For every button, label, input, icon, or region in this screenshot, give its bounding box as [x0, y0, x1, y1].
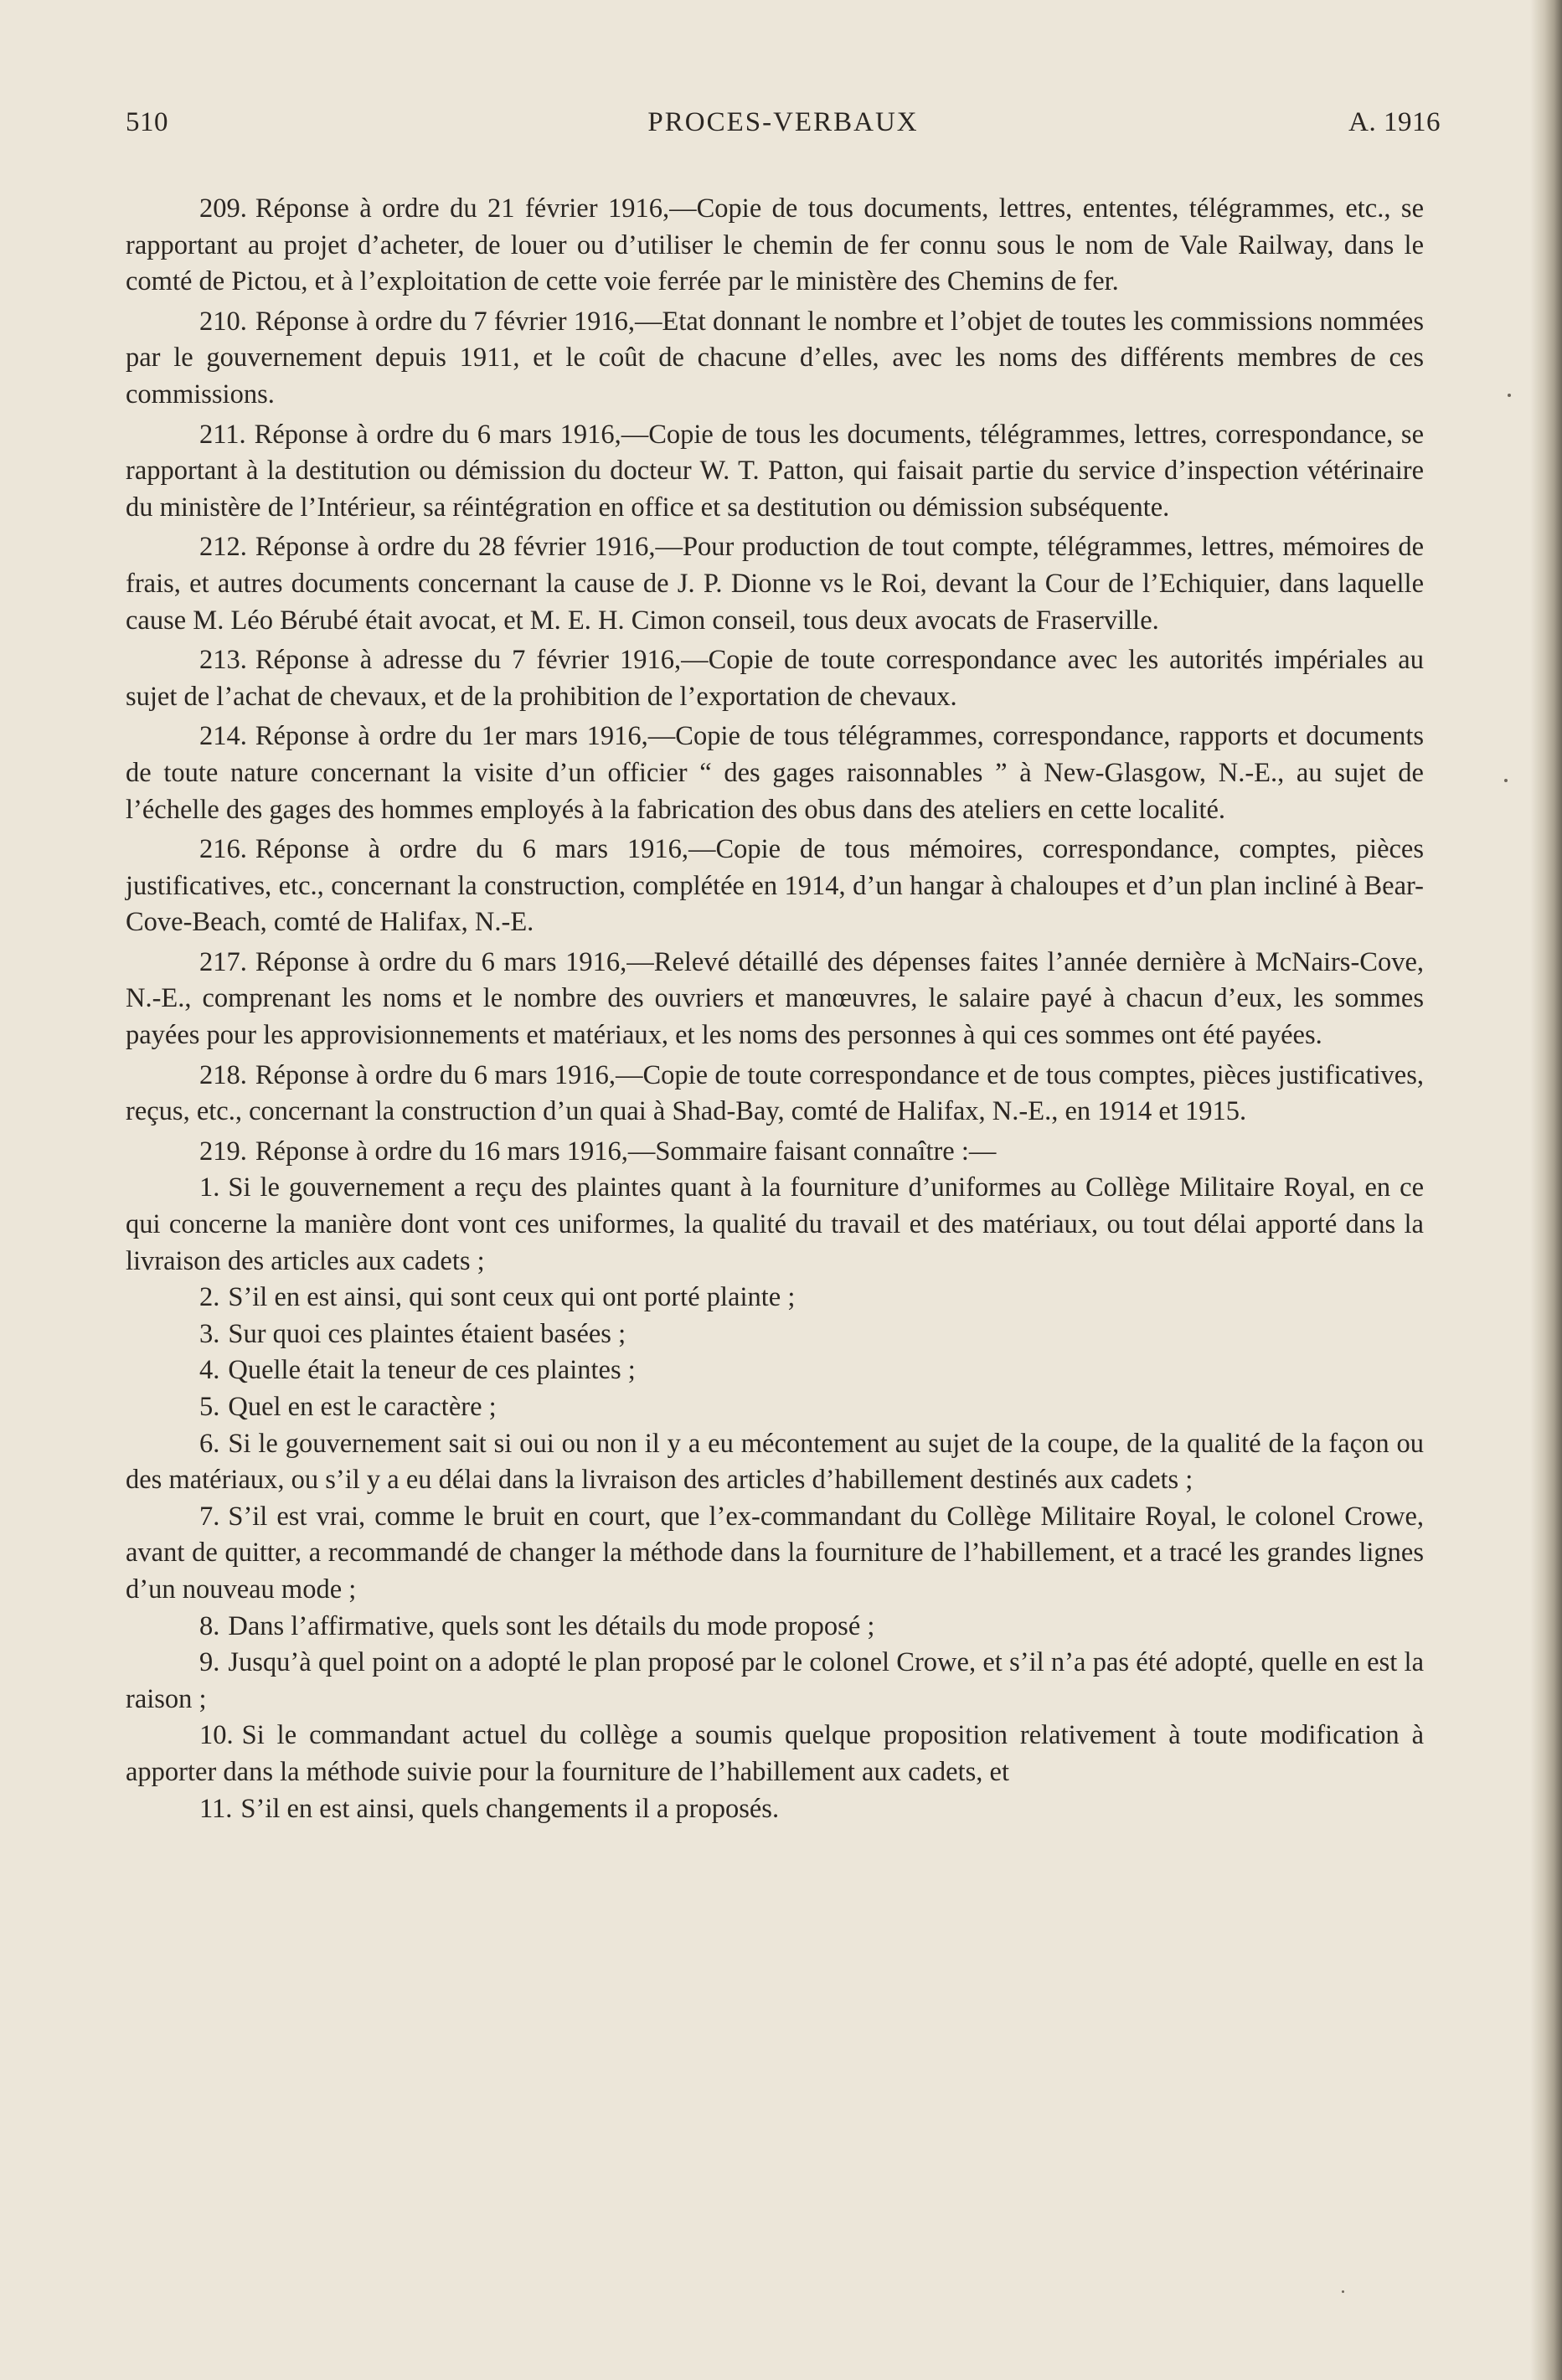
entry-211: 211. Réponse à ordre du 6 mars 1916,—Copie de tous les documents, télégrammes, lettres, correspondance, se rapportant à la destitution ou démission du docteur W. T. Patton, qui faisait partie du service d’inspection vétérinaire du ministère de l’Intérieur, sa réintégration en office et sa destitution ou démission subséquente.: [126, 419, 1424, 523]
list-item-6: 6. Si le gouvernement sait si oui ou non il y a eu mécontement au sujet de la coupe, de la qualité de la façon ou des matériaux, ou s’il y a eu délai dans la livraison des articles d’habillement destinés aux cadets ;: [126, 1428, 1424, 1496]
entry-219: 219. Réponse à ordre du 16 mars 1916,—Sommaire faisant connaître :—: [199, 1136, 997, 1167]
list-item-1: 1. Si le gouvernement a reçu des plaintes quant à la fourniture d’uniformes au Collège Militaire Royal, en ce qui concerne la manière dont vont ces uniformes, la qualité du travail et des matériaux, ou tout délai apporté dans la livraison des articles aux cadets ;: [126, 1172, 1424, 1276]
ink-speck: [1504, 779, 1508, 782]
running-header: [126, 107, 1441, 157]
page-number: 510: [126, 107, 168, 137]
list-item-10: 10. Si le commandant actuel du collège a soumis quelque proposition relativement à toute modification à apporter dans la méthode suivie pour la fourniture de l’habillement aux cadets, et: [126, 1720, 1424, 1787]
list-item-9: 9. Jusqu’à quel point on a adopté le plan proposé par le colonel Crowe, et s’il n’a pas été adopté, quelle en est la raison ;: [126, 1647, 1424, 1714]
session-year: A. 1916: [1348, 107, 1441, 137]
entry-209: 209. Réponse à ordre du 21 février 1916,—Copie de tous documents, lettres, ententes, télégrammes, etc., se rapportant au projet d’acheter, de louer ou d’utiliser le chemin de fer connu sous le nom de Vale Railway, dans le comté de Pictou, et à l’exploitation de cette voie ferrée par le ministère des Chemins de fer.: [126, 193, 1424, 297]
list-item-5: 5. Quel en est le caractère ;: [199, 1392, 497, 1422]
list-item-2: 2. S’il en est ainsi, qui sont ceux qui ont porté plainte ;: [199, 1282, 796, 1313]
list-item-7: 7. S’il est vrai, comme le bruit en court, que l’ex-commandant du Collège Militaire Royal, le colonel Crowe, avant de quitter, a recommandé de changer la méthode dans la fourniture de l’habillement, et a tracé les grandes lignes d’un nouveau mode ;: [126, 1501, 1424, 1605]
entry-214: 214. Réponse à ordre du 1er mars 1916,—Copie de tous télégrammes, correspondance, rapports et documents de toute nature concernant la visite d’un officier “ des gages raisonnables ” à New-Glasgow, N.-E., au sujet de l’échelle des gages des hommes employés à la fabrication des obus dans des ateliers en cette localité.: [126, 721, 1424, 825]
page-edge-shadow: [1530, 0, 1562, 2380]
entry-213: 213. Réponse à adresse du 7 février 1916,—Copie de toute correspondance avec les autorités impériales au sujet de l’achat de chevaux, et de la prohibition de l’exportation de chevaux.: [126, 645, 1424, 712]
page-title: PROCES-VERBAUX: [647, 107, 919, 137]
list-item-11: 11. S’il en est ainsi, quels changements il a proposés.: [199, 1793, 780, 1824]
list-item-8: 8. Dans l’affirmative, quels sont les détails du mode proposé ;: [199, 1610, 875, 1641]
entry-218: 218. Réponse à ordre du 6 mars 1916,—Copie de toute correspondance et de tous comptes, pièces justificatives, reçus, etc., concernant la construction d’un quai à Shad-Bay, comté de Halifax, N.-E., en 1914 et 1915.: [126, 1059, 1424, 1127]
entry-217: 217. Réponse à ordre du 6 mars 1916,—Relevé détaillé des dépenses faites l’année dernière à McNairs-Cove, N.-E., comprenant les noms et le nombre des ouvriers et manœuvres, le salaire payé à chacun d’eux, les sommes payées pour les approvisionnements et matériaux, et les noms des personnes à qui ces sommes ont été payées.: [126, 946, 1424, 1051]
ink-speck: [1508, 394, 1511, 397]
page-body: [126, 191, 1424, 1827]
entry-210: 210. Réponse à ordre du 7 février 1916,—Etat donnant le nombre et l’objet de toutes les commissions nommées par le gouvernement depuis 1911, et le coût de chacune d’elles, avec les noms des différents membres de ces commissions.: [126, 306, 1424, 410]
list-item-3: 3. Sur quoi ces plaintes étaient basées ;: [199, 1318, 626, 1349]
ink-speck: [1342, 2290, 1344, 2293]
list-item-4: 4. Quelle était la teneur de ces plaintes ;: [199, 1355, 636, 1386]
entry-212: 212. Réponse à ordre du 28 février 1916,—Pour production de tout compte, télégrammes, lettres, mémoires de frais, et autres documents concernant la cause de J. P. Dionne vs le Roi, devant la Cour de l’Echiquier, dans laquelle cause M. Léo Bérubé était avocat, et M. E. H. Cimon conseil, tous deux avocats de Fraserville.: [126, 532, 1424, 636]
entry-216: 216. Réponse à ordre du 6 mars 1916,—Copie de tous mémoires, correspondance, comptes, pièces justificatives, etc., concernant la construction, complétée en 1914, d’un hangar à chaloupes et d’un plan incliné à Bear-Cove-Beach, comté de Halifax, N.-E.: [126, 834, 1424, 938]
